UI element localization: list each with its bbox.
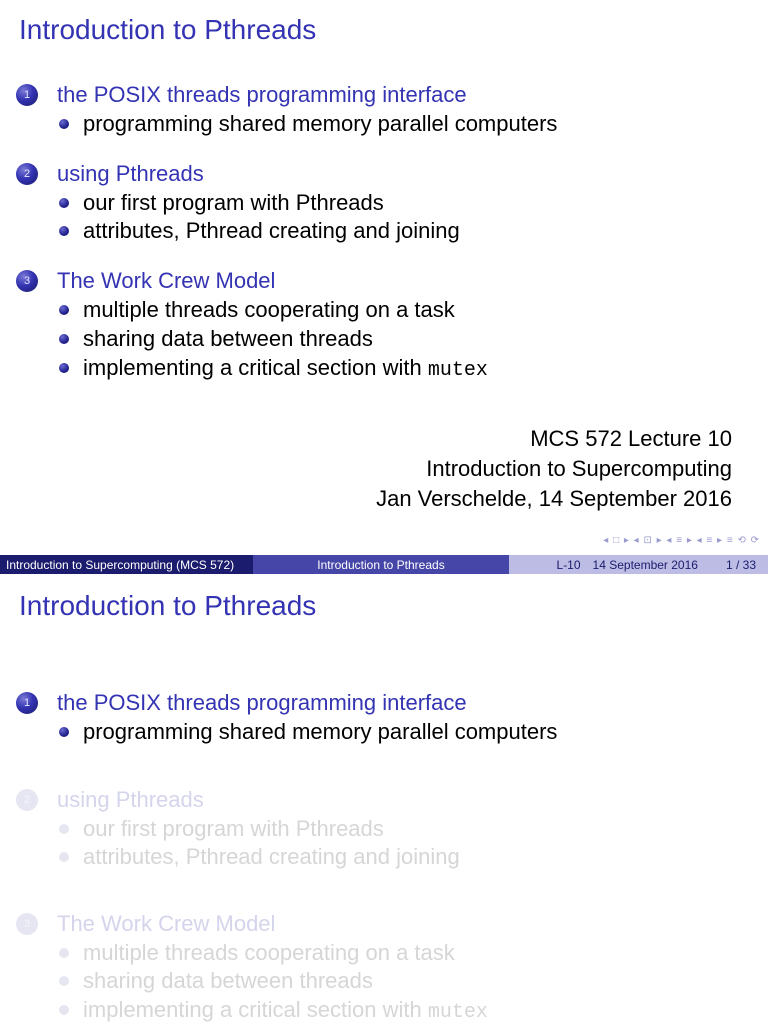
bullet-item — [59, 190, 384, 216]
section-title: using Pthreads — [57, 787, 204, 812]
section-title: The Work Crew Model — [57, 911, 276, 936]
bullet-text: our first program with Pthreads — [83, 190, 384, 215]
section-number-badge: 2 — [16, 163, 38, 185]
bullet-dot-icon — [59, 363, 69, 373]
section-number-badge: 1 — [16, 692, 38, 714]
bullet-item — [59, 719, 557, 745]
section-title: using Pthreads — [57, 161, 204, 186]
section-title: The Work Crew Model — [57, 268, 276, 293]
bullet-dot-icon — [59, 1005, 69, 1015]
bullet-dot-icon — [59, 119, 69, 129]
bullet-item — [59, 111, 557, 137]
section-heading-3 — [16, 268, 275, 294]
footer-meta — [509, 555, 768, 574]
author-date: Jan Verschelde, 14 September 2016 — [376, 486, 732, 511]
slide-title: Introduction to Pthreads — [19, 14, 317, 45]
section-heading-1 — [16, 82, 467, 108]
footer-lecture: L-10 — [556, 557, 581, 572]
beamer-navigation-icons[interactable]: ◂ □ ▸ ◂ ⊡ ▸ ◂ ≡ ▸ ◂ ≡ ▸ ≡ ⟲ ⟳ — [603, 535, 760, 546]
bullet-text: sharing data between threads — [83, 326, 373, 351]
section-number-badge: 2 — [16, 789, 38, 811]
bullet-text: multiple threads cooperating on a task — [83, 940, 455, 965]
bullet-text — [83, 997, 488, 1024]
bullet-item — [59, 940, 455, 966]
bullet-text: our first program with Pthreads — [83, 816, 384, 841]
bullet-item — [59, 816, 384, 842]
footer-date: 14 September 2016 — [592, 557, 698, 572]
bullet-item — [59, 297, 455, 323]
bullet-dot-icon — [59, 305, 69, 315]
code-mutex: mutex — [427, 1000, 488, 1024]
bullet-text — [83, 355, 488, 382]
bullet-dot-icon — [59, 198, 69, 208]
section-title: the POSIX threads programming interface — [57, 690, 467, 715]
slide-title: Introduction to Pthreads — [19, 590, 317, 621]
bullet-item — [59, 218, 460, 244]
bullet-dot-icon — [59, 727, 69, 737]
bullet-dot-icon — [59, 226, 69, 236]
bullet-text: multiple threads cooperating on a task — [83, 297, 455, 322]
bullet-item — [59, 326, 373, 352]
bullet-text-prefix: implementing a critical section with — [83, 354, 428, 380]
code-mutex: mutex — [427, 358, 488, 382]
bullet-dot-icon — [59, 852, 69, 862]
slide-2 — [0, 576, 768, 1024]
section-number-badge: 3 — [16, 913, 38, 935]
lecture-info — [376, 424, 732, 514]
bullet-dot-icon — [59, 976, 69, 986]
bullet-item — [59, 355, 488, 381]
bullet-text-prefix: implementing a critical section with — [83, 996, 428, 1022]
bullet-item — [59, 997, 488, 1023]
bullet-item — [59, 968, 373, 994]
section-number-badge: 1 — [16, 84, 38, 106]
bullet-dot-icon — [59, 948, 69, 958]
section-heading-2 — [16, 787, 204, 813]
bullet-text: programming shared memory parallel computers — [83, 111, 558, 136]
bullet-text: sharing data between threads — [83, 968, 373, 993]
bullet-dot-icon — [59, 334, 69, 344]
section-number-badge: 3 — [16, 270, 38, 292]
footer-course: Introduction to Supercomputing (MCS 572) — [0, 555, 253, 574]
lecture-number: MCS 572 Lecture 10 — [530, 426, 732, 451]
footer-topic: Introduction to Pthreads — [253, 555, 509, 574]
bullet-text: attributes, Pthread creating and joining — [83, 218, 460, 243]
bullet-text: programming shared memory parallel computers — [83, 719, 558, 744]
course-title: Introduction to Supercomputing — [426, 456, 732, 481]
footer-bar — [0, 555, 768, 574]
bullet-text: attributes, Pthread creating and joining — [83, 844, 460, 869]
section-heading-1 — [16, 690, 467, 716]
footer-page-number: 1 / 33 — [725, 557, 756, 572]
bullet-item — [59, 844, 460, 870]
bullet-dot-icon — [59, 824, 69, 834]
section-heading-3 — [16, 911, 275, 937]
section-title: the POSIX threads programming interface — [57, 82, 467, 107]
section-heading-2 — [16, 161, 204, 187]
